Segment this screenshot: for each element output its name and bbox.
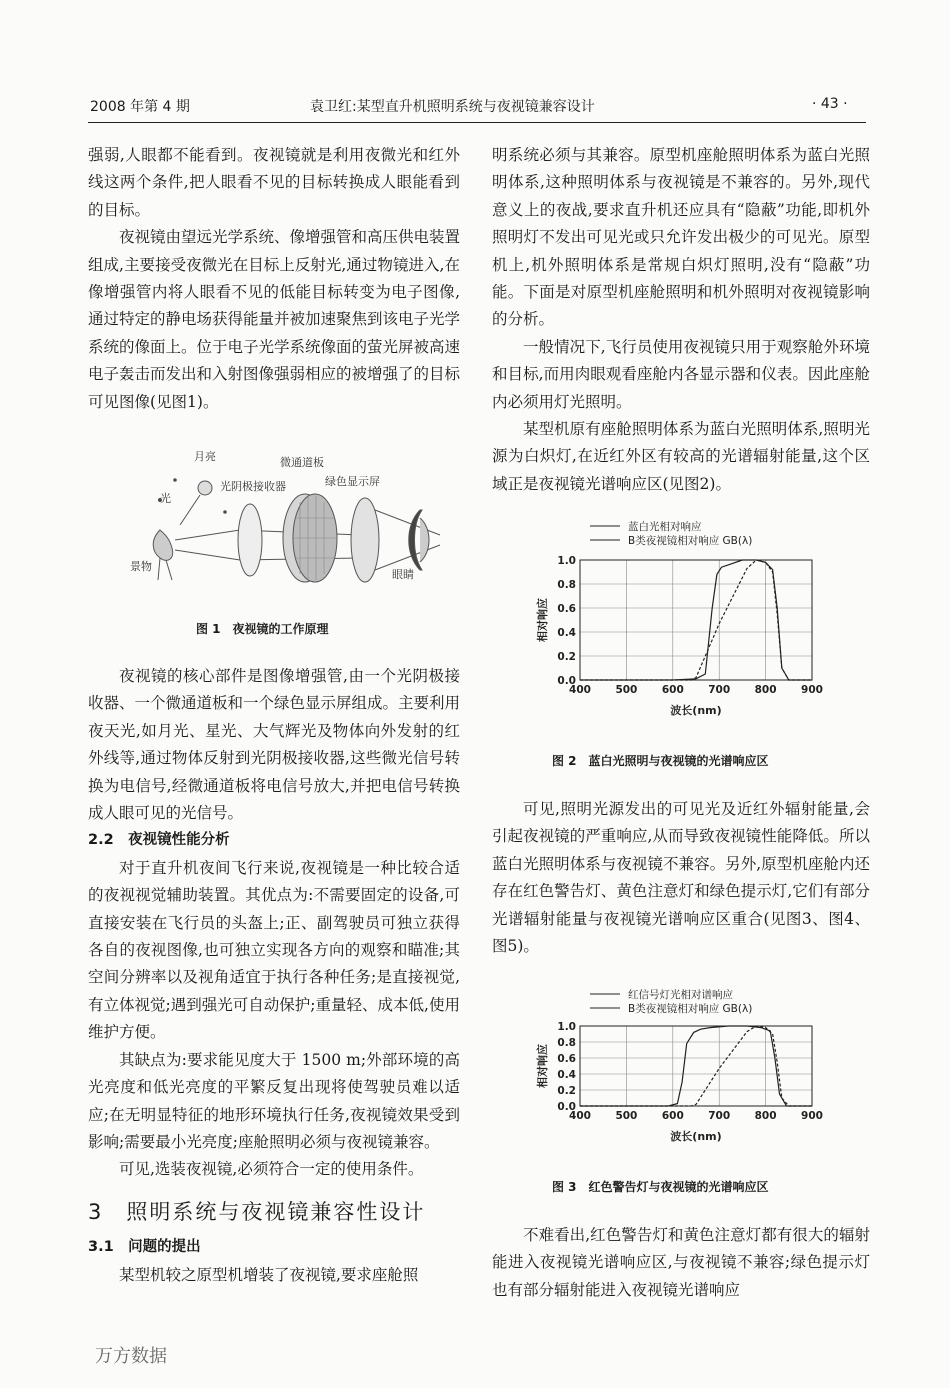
y-tick-label: 0.6 (557, 1053, 576, 1065)
paragraph: 一般情况下,飞行员使用夜视镜只用于观察舱外环境和目标,而用肉眼观看座舱内各显示器和仪表。因此座舱内必须用灯光照明。 (492, 337, 870, 411)
figure-2-chart (520, 518, 840, 728)
x-axis-label: 波长(nm) (670, 1130, 722, 1143)
series-line (580, 1026, 812, 1106)
left-column-bottom (88, 663, 460, 1289)
legend-label: B类夜视镜相对响应 GB(λ) (628, 535, 753, 547)
paragraph: 夜视镜的核心部件是图像增强管,由一个光阴极接收器、一个微通道板和一个绿色显示屏组成。主要利用夜天光,如月光、星光、大气辉光及物体向外发射的红外线等,通过物体反射到光阴极接收器,这些微光信号转换为电信号,经微通道板将电信号放大,并把电信号转换成人眼可见的光信号。 (88, 667, 461, 823)
x-tick-label: 600 (661, 684, 684, 696)
left-column-top (88, 142, 460, 416)
x-tick-label: 400 (569, 684, 591, 696)
header-rule (88, 122, 866, 123)
x-tick-label: 800 (754, 684, 777, 696)
paragraph: 某型机较之原型机增装了夜视镜,要求座舱照 (119, 1265, 419, 1284)
label-moon: 月亮 (194, 450, 216, 463)
x-tick-label: 900 (801, 1110, 823, 1122)
legend-label: 红信号灯光相对谱响应 (628, 989, 733, 1001)
y-tick-label: 1.0 (557, 1021, 576, 1033)
figure-1-illustration (120, 440, 460, 600)
series-line (580, 560, 812, 680)
label-light: 光 (160, 492, 171, 505)
right-column-bottom (492, 1222, 870, 1304)
x-tick-label: 900 (801, 684, 823, 696)
label-photocathode: 光阴极接收器 (220, 480, 286, 493)
legend-label: 蓝白光相对响应 (628, 521, 702, 533)
y-tick-label: 0.0 (557, 675, 576, 687)
right-column-top (492, 142, 870, 498)
section-3-1-heading: 3.1 问题的提出 (88, 1238, 201, 1255)
right-column-middle (492, 796, 870, 960)
plot-frame (580, 560, 812, 680)
y-tick-label: 0.4 (557, 627, 576, 639)
night-vision-principle-diagram (120, 440, 460, 600)
y-tick-label: 1.0 (557, 555, 576, 567)
x-tick-label: 700 (708, 684, 731, 696)
x-tick-label: 500 (615, 684, 638, 696)
y-tick-label: 0.6 (557, 603, 576, 615)
figure-3-chart (520, 988, 840, 1158)
paragraph: 可见,选装夜视镜,必须符合一定的使用条件。 (119, 1160, 424, 1179)
paragraph: 其缺点为:要求能见度大于 1500 m;外部环境的高光亮度和低光亮度的平繁反复出现将使驾驶员难以适应;在无明显特征的地形环境执行任务,夜视镜效果受到影响;需要最小光亮度;座舱照明必须与夜视镜兼容。 (88, 1050, 460, 1151)
y-tick-label: 0.8 (557, 579, 576, 591)
running-header-issue: 2008 年第 4 期 (90, 99, 190, 115)
figure-2-caption: 图 2 蓝白光照明与夜视镜的光谱响应区 (552, 754, 769, 768)
figure-1-caption: 图 1 夜视镜的工作原理 (196, 622, 329, 636)
page-number: · 43 · (812, 96, 848, 112)
legend-label: B类夜视镜相对响应 GB(λ) (628, 1003, 753, 1015)
y-tick-label: 0.4 (557, 1069, 576, 1081)
x-tick-label: 700 (708, 1110, 731, 1122)
paragraph: 可见,照明光源发出的可见光及近红外辐射能量,会引起夜视镜的严重响应,从而导致夜视镜性能降低。所以蓝白光照明体系与夜视镜不兼容。另外,原型机座舱内还存在红色警告灯、黄色注意灯和绿色提示灯,它们有部分光谱辐射能量与夜视镜光谱响应区重合(见图3、图4、图5)。 (492, 800, 870, 956)
y-tick-label: 0.8 (557, 1037, 576, 1049)
x-tick-label: 600 (661, 1110, 684, 1122)
paragraph: 强弱,人眼都不能看到。夜视镜就是利用夜微光和红外线这两个条件,把人眼看不见的目标转换成人眼能看到的目标。 (88, 146, 460, 219)
paragraph: 不难看出,红色警告灯和黄色注意灯都有很大的辐射能进入夜视镜光谱响应区,与夜视镜不兼容;绿色提示灯也有部分辐射能进入夜视镜光谱响应 (492, 1226, 870, 1299)
x-tick-label: 800 (754, 1110, 777, 1122)
paragraph: 对于直升机夜间飞行来说,夜视镜是一种比较合适的夜视视觉辅助装置。其优点为:不需要固定的设备,可直接安装在飞行员的头盔上;正、副驾驶员可独立获得各自的夜视图像,也可独立实现各方向的观察和瞄准;其空间分辨率以及视角适宜于执行各种任务;是直接视觉,有立体视觉;遇到强光可自动保护;重量轻、成本低,使用维护方便。 (88, 858, 460, 1042)
label-mcp: 微通道板 (280, 456, 324, 469)
x-tick-label: 500 (615, 1110, 638, 1122)
section-3-heading: 3 照明系统与夜视镜兼容性设计 (88, 1199, 426, 1224)
section-2-2-heading: 2.2 夜视镜性能分析 (88, 832, 230, 849)
y-axis-label: 相对响应 (536, 598, 549, 642)
series-line (580, 560, 812, 680)
figure-3-caption: 图 3 红色警告灯与夜视镜的光谱响应区 (552, 1180, 769, 1194)
x-tick-label: 400 (569, 1110, 591, 1122)
label-scene: 景物 (130, 560, 152, 573)
paragraph: 夜视镜由望远光学系统、像增强管和高压供电装置组成,主要接受夜微光在目标上反射光,通过物镜进入,在像增强管内将人眼看不见的低能目标转变为电子图像,通过特定的静电场获得能量并被加速聚焦到该电子光学系统的像面上。位于电子光学系统像面的萤光屏被高速电子轰击而发出和入射图像强弱相应的被增强了的目标可见图像(见图1)。 (88, 228, 461, 411)
y-tick-label: 0.2 (557, 1085, 576, 1097)
label-eye: 眼睛 (392, 568, 414, 581)
running-header-title: 袁卫红:某型直升机照明系统与夜视镜兼容设计 (310, 99, 595, 115)
label-screen: 绿色显示屏 (325, 475, 380, 488)
y-axis-label: 相对响应 (536, 1044, 549, 1088)
x-axis-label: 波长(nm) (670, 704, 722, 717)
y-tick-label: 0.2 (557, 651, 576, 663)
watermark: 万方数据 (95, 1346, 167, 1367)
paragraph: 明系统必须与其兼容。原型机座舱照明体系为蓝白光照明体系,这种照明体系与夜视镜是不兼容的。另外,现代意义上的夜战,要求直升机还应具有“隐蔽”功能,即机外照明灯不发出可见光或只允许发出极少的可见光。原型机上,机外照明体系是常规白炽灯照明,没有“隐蔽”功能。下面是对原型机座舱照明和机外照明对夜视镜影响的分析。 (492, 146, 870, 329)
y-tick-label: 0.0 (557, 1101, 576, 1113)
paragraph: 某型机原有座舱照明体系为蓝白光照明体系,照明光源为白炽灯,在近红外区有较高的光谱辐射能量,这个区域正是夜视镜光谱响应区(见图2)。 (492, 420, 870, 493)
